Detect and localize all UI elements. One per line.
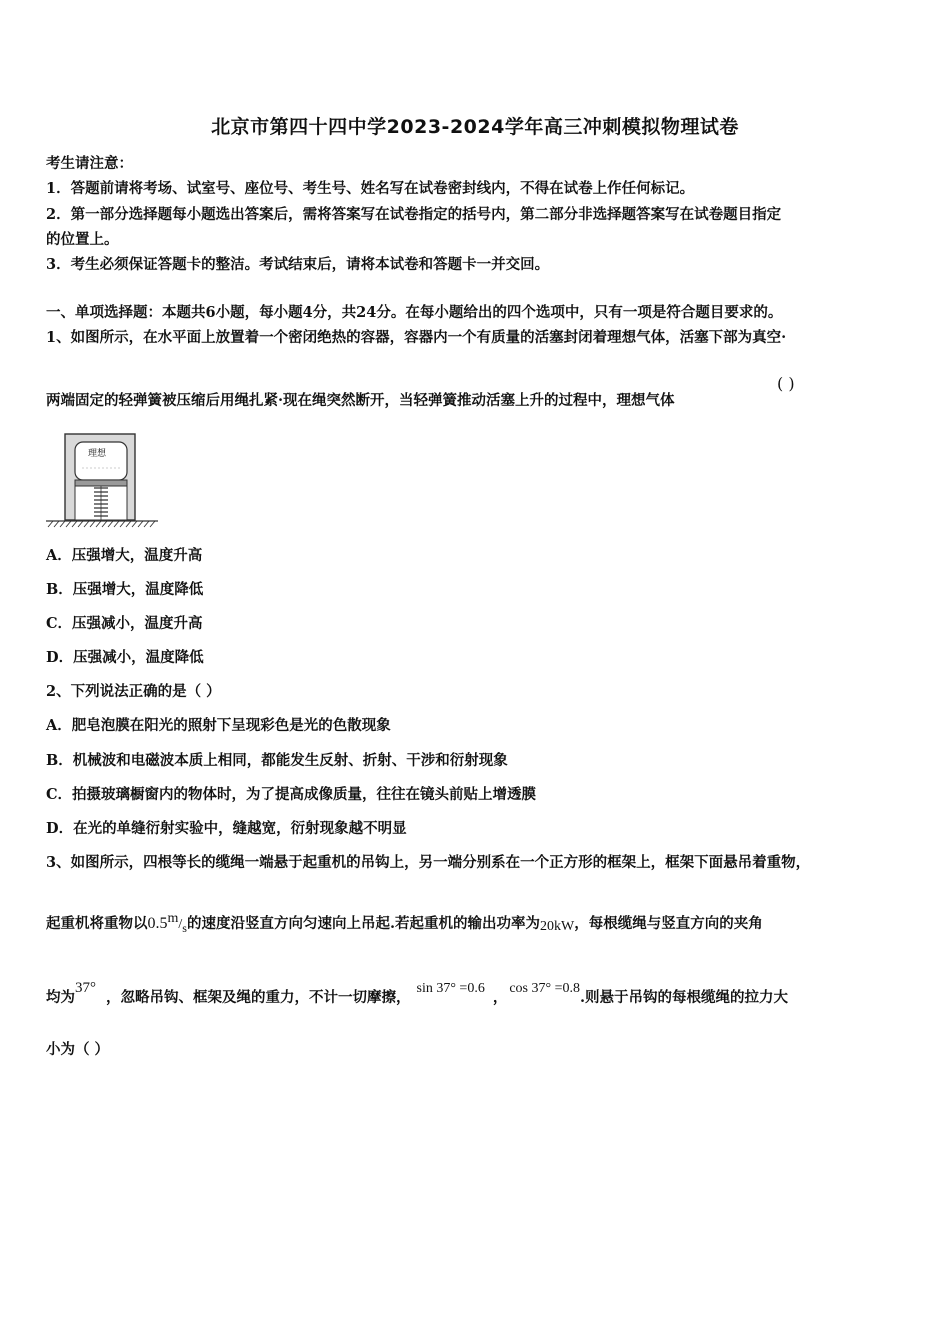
q3-text-2a: 起重机将重物以 — [46, 915, 148, 932]
q3-stem-line2: 起重机将重物以$0.5m/_s$的速度沿竖直方向匀速向上吊起.若起重机的输出功率为20kW，每根缆绳与竖直方向的夹角 — [46, 911, 763, 935]
q3-stem-line4: 小为（ ） — [46, 1041, 110, 1058]
q3-cos-value: cos 37° =0.8 — [509, 981, 580, 996]
q3-angle: 37° — [75, 980, 96, 996]
q3-comma: ， — [492, 989, 508, 1006]
q1-stem-line2: 两端固定的轻弹簧被压缩后用绳扎紧·现在绳突然断开，当轻弹簧推动活塞上升的过程中，理想气体 — [46, 392, 675, 409]
q2-stem: 2、下列说法正确的是（ ） — [46, 683, 221, 700]
q3-speed-unit-den: s — [182, 921, 187, 935]
notice-item-2-cont: 的位置上。 — [46, 231, 119, 248]
figure-gas-label: 理想 — [88, 449, 107, 459]
q1-option-c: C．压强减小，温度升高 — [46, 615, 203, 632]
q3-text-2c: ，每根缆绳与竖直方向的夹角 — [574, 915, 763, 932]
section-heading: 一、单项选择题：本题共6小题，每小题4分，共24分。在每小题给出的四个选项中，只有一项是符合题目要求的。 — [46, 304, 783, 321]
container-diagram — [44, 432, 160, 528]
notice-item-2: 2．第一部分选择题每小题选出答案后，需将答案写在试卷指定的括号内，第二部分非选择题答案写在试卷题目指定 — [46, 206, 782, 223]
notice-item-1: 1．答题前请将考场、试室号、座位号、考生号、姓名写在试卷密封线内，不得在试卷上作任何标记。 — [46, 180, 695, 197]
q1-option-b: B．压强增大，温度降低 — [46, 581, 204, 598]
q3-text-3c: .则悬于吊钩的每根缆绳的拉力大 — [580, 989, 789, 1006]
q1-stem-line1: 1、如图所示，在水平面上放置着一个密闭绝热的容器，容器内一个有质量的活塞封闭着理想气体，活塞下部为真空· — [46, 329, 787, 346]
q2-option-a: A．肥皂泡膜在阳光的照射下呈现彩色是光的色散现象 — [46, 717, 391, 734]
q2-option-c: C．拍摄玻璃橱窗内的物体时，为了提高成像质量，往往在镜头前贴上增透膜 — [46, 786, 537, 803]
q3-speed-unit-num: m — [167, 911, 179, 926]
q3-text-3b: ，忽略吊钩、框架及绳的重力，不计一切摩擦， — [106, 989, 411, 1006]
q2-option-d: D．在光的单缝衍射实验中，缝越宽，衍射现象越不明显 — [46, 820, 407, 837]
container-figure — [44, 432, 160, 532]
q3-text-3a: 均为 — [46, 989, 75, 1006]
page-title: 北京市第四十四中学2023-2024学年高三冲刺模拟物理试卷 — [211, 116, 739, 138]
q3-sin-value: sin 37° =0.6 — [416, 981, 485, 996]
q1-option-d: D．压强减小，温度降低 — [46, 649, 204, 666]
notice-heading: 考生请注意： — [46, 155, 133, 172]
notice-item-3: 3．考生必须保证答题卡的整洁。考试结束后，请将本试卷和答题卡一并交回。 — [46, 256, 550, 273]
q3-speed-value: 0.5 — [147, 915, 168, 932]
q1-option-a: A．压强增大，温度升高 — [46, 547, 203, 564]
q3-power: 20kW — [540, 919, 575, 934]
q3-stem-line3 — [46, 980, 789, 1007]
q3-stem-line1: 3、如图所示，四根等长的缆绳一端悬于起重机的吊钩上，另一端分别系在一个正方形的框架上，框架下面悬吊着重物， — [46, 854, 811, 871]
q2-option-b: B．机械波和电磁波本质上相同，都能发生反射、折射、干涉和衍射现象 — [46, 752, 508, 769]
q3-text-2b: 的速度沿竖直方向匀速向上吊起.若起重机的输出功率为 — [186, 915, 540, 932]
q1-answer-blank: ( ) — [777, 374, 795, 393]
